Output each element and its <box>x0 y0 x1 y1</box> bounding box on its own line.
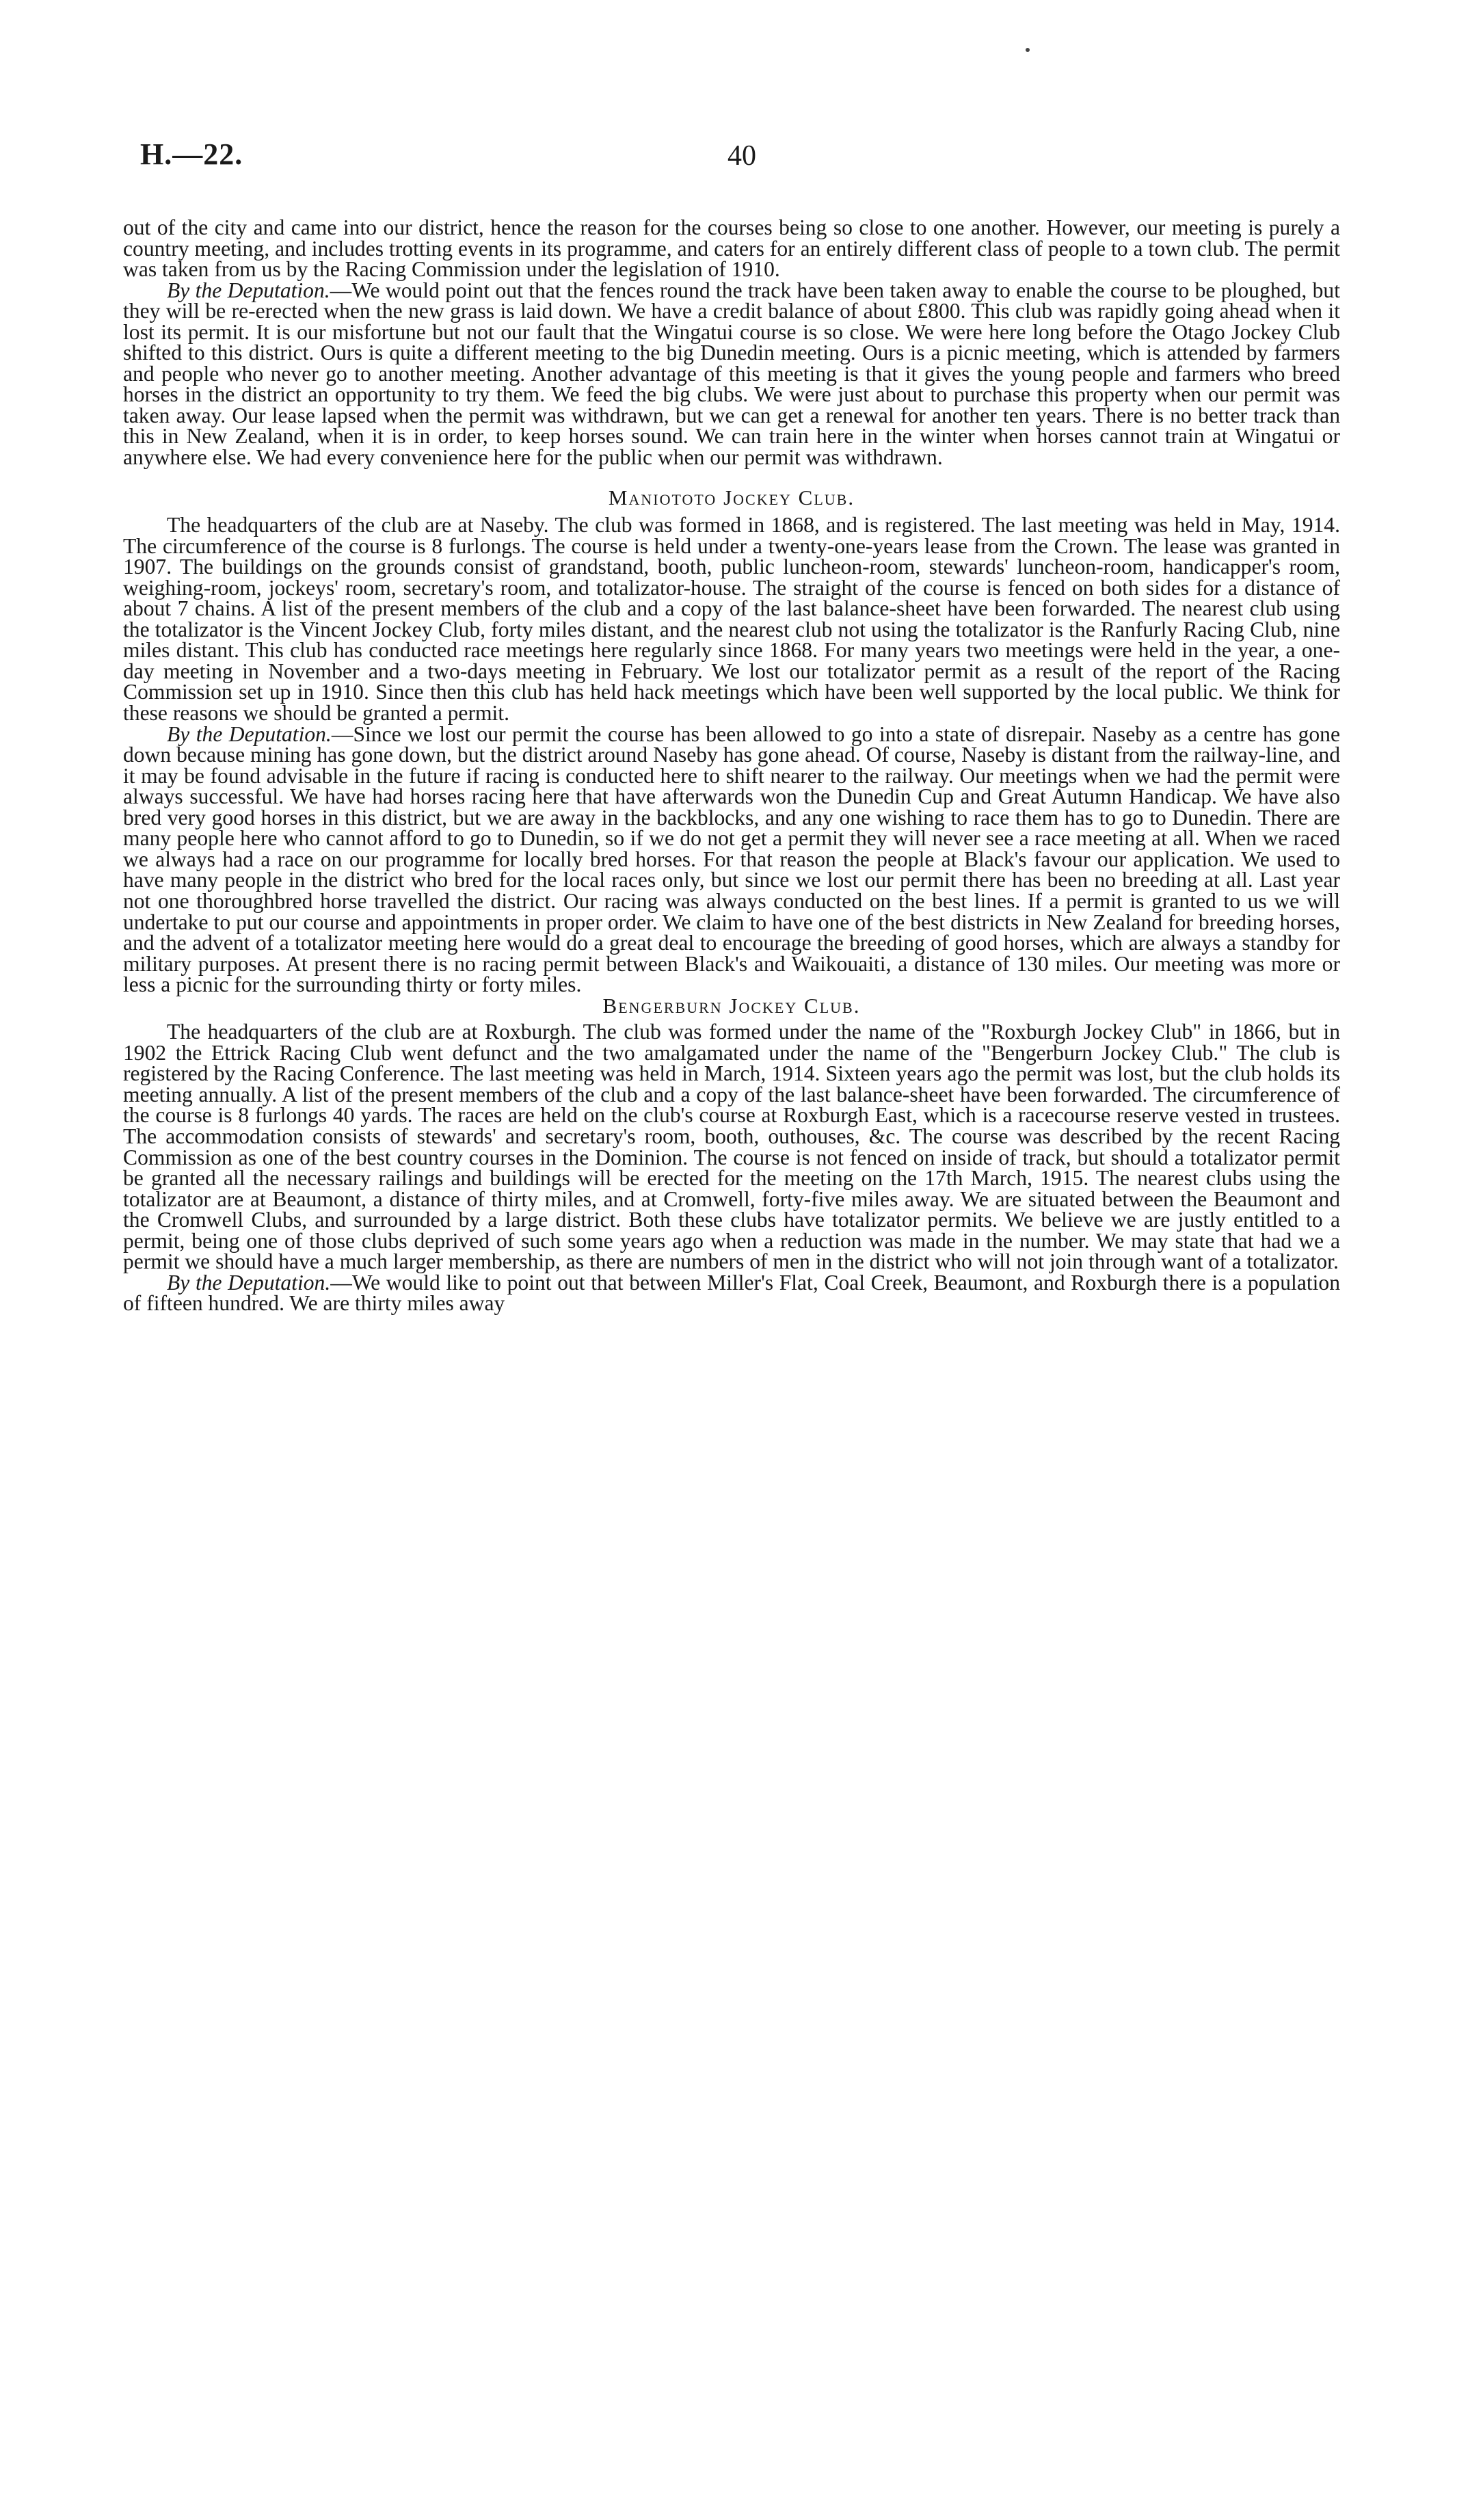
paragraph-text: —Since we lost our permit the course has been allowed to go into a state of disrepair. Naseby as a centre has gone down because mining has gone down, but the district around Naseby has gone ahead. Of course, Naseby is distant from the railway-line, and it may be found advisable in the future if racing is conducted here to shift nearer to the railway. Our meetings when we had the permit were always successful. We have had horses racing here that have afterwards won the Dunedin Cup and Great Autumn Handicap. We have also bred very good horses in this district, but we are away in the backblocks, and any one wishing to race them has to go to Dunedin. There are many people here who cannot afford to go to Dunedin, so if we do not get a permit they will never see a race meeting at all. When we raced we always had a race on our programme for locally bred horses. For that reason the people at Black's favour our application. We used to have many people in the district who bred for the local races only, but since we lost our permit there has been no breeding at all. Last year not one thoroughbred horse travelled the district. Our racing was always conducted on the best lines. If a permit is granted to us we will undertake to put our course and appointments in proper order. We claim to have one of the best districts in New Zealand for breeding horses, and the advent of a totalizator meeting here would do a great deal to encourage the breeding of good horses, which are always a standby for military purposes. At present there is no racing permit between Black's and Waikouaiti, a distance of 130 miles. Our meeting was more or less a picnic for the surrounding thirty or forty miles. <box>123 721 1340 997</box>
paragraph <box>123 1022 1340 1273</box>
paragraph-text: The headquarters of the club are at Roxburgh. The club was formed under the name of the "Roxburgh Jockey Club" in 1866, but in 1902 the Ettrick Racing Club went defunct and the two amalgamated under the name of the "Bengerburn Jockey Club." The club is registered by the Racing Conference. The last meeting was held in March, 1914. Sixteen years ago the permit was lost, but the club holds its meeting annually. A list of the present members of the club and a copy of the last balance-sheet have been forwarded. The circumference of the course is 8 furlongs 40 yards. The races are held on the club's course at Roxburgh East, which is a racecourse reserve vested in trustees. The accommodation consists of stewards' and secretary's room, booth, outhouses, &c. The course was described by the recent Racing Commission as one of the best country courses in the Dominion. The course is not fenced on inside of track, but should a totalizator permit be granted all the necessary railings and buildings will be erected for the meeting on the 17th March, 1915. The nearest clubs using the totalizator are at Beaumont, a distance of thirty miles, and at Cromwell, forty-five miles away. We are situated between the Beaumont and the Cromwell Clubs, and surrounded by a large district. Both these clubs have totalizator permits. We believe we are justly entitled to a permit, being one of those clubs deprived of such some years ago when a reduction was made in the number. We may state that had we a permit we should have a much larger membership, as there are numbers of men in the district who will not join through want of a totalizator. <box>123 1020 1340 1274</box>
scan-speck <box>1026 48 1030 52</box>
paragraph <box>123 515 1340 724</box>
section-heading-maniototo: Maniototo Jockey Club. <box>608 485 855 509</box>
page-header <box>140 137 1344 178</box>
speaker-label: By the Deputation. <box>167 278 330 302</box>
section-heading-bengerburn: Bengerburn Jockey Club. <box>602 993 861 1018</box>
paragraph <box>123 217 1340 280</box>
paragraph <box>123 1270 1340 1316</box>
speaker-label: By the Deputation. <box>167 1270 331 1295</box>
document-code: H.—22. <box>140 137 243 171</box>
paragraph <box>123 721 1340 997</box>
body-text <box>123 217 1340 1314</box>
paragraph-text: out of the city and came into our district, hence the reason for the courses being so close to one another. However, our meeting is purely a country meeting, and includes trotting events in its programme, and caters for an entirely different class of people to a town club. The permit was taken from us by the Racing Commission under the legislation of 1910. <box>123 215 1340 282</box>
paragraph-text: —We would point out that the fences round the track have been taken away to enable the course to be ploughed, but they will be re-erected when the new grass is laid down. We have a credit balance of about £800. This club was rapidly going ahead when it lost its permit. It is our misfortune but not our fault that the Wingatui course is so close. We were here long before the Otago Jockey Club shifted to this district. Ours is quite a different meeting to the big Dunedin meeting. Ours is a picnic meeting, which is attended by farmers and people who never go to another meeting. Another advantage of this meeting is that it gives the young people and farmers who breed horses in the district an opportunity to try them. We feed the big clubs. We were just about to purchase this property when our permit was taken away. Our lease lapsed when the permit was withdrawn, but we can get a renewal for another ten years. There is no better track than this in New Zealand, when it is in order, to keep horses sound. We can train here in the winter when horses cannot train at Wingatui or anywhere else. We had every convenience here for the public when our permit was withdrawn. <box>123 278 1340 470</box>
paragraph <box>123 280 1340 468</box>
paragraph-text: The headquarters of the club are at Naseby. The club was formed in 1868, and is registered. The last meeting was held in May, 1914. The circumference of the course is 8 furlongs. The course is held under a twenty-one-years lease from the Crown. The lease was granted in 1907. The buildings on the grounds consist of grandstand, booth, public luncheon-room, stewards' luncheon-room, handicapper's room, weighing-room, jockeys' room, secretary's room, and totalizator-house. The straight of the course is fenced on both sides for a distance of about 7 chains. A list of the present members of the club and a copy of the last balance-sheet have been forwarded. The nearest club using the totalizator is the Vincent Jockey Club, forty miles distant, and the nearest club not using the totalizator is the Ranfurly Racing Club, nine miles distant. This club has conducted race meetings here regularly since 1868. For many years two meetings were held in the year, a one-day meeting in November and a two-days meeting in February. We lost our totalizator permit as a result of the report of the Racing Commission set up in 1910. Since then this club has held hack meetings which have been well supported by the local public. We think for these reasons we should be granted a permit. <box>123 513 1340 726</box>
speaker-label: By the Deputation. <box>167 721 332 746</box>
page-number: 40 <box>727 140 756 172</box>
paragraph-text: —We would like to point out that between Miller's Flat, Coal Creek, Beaumont, and Roxburgh there is a population of fifteen hundred. We are thirty miles away <box>123 1270 1340 1316</box>
